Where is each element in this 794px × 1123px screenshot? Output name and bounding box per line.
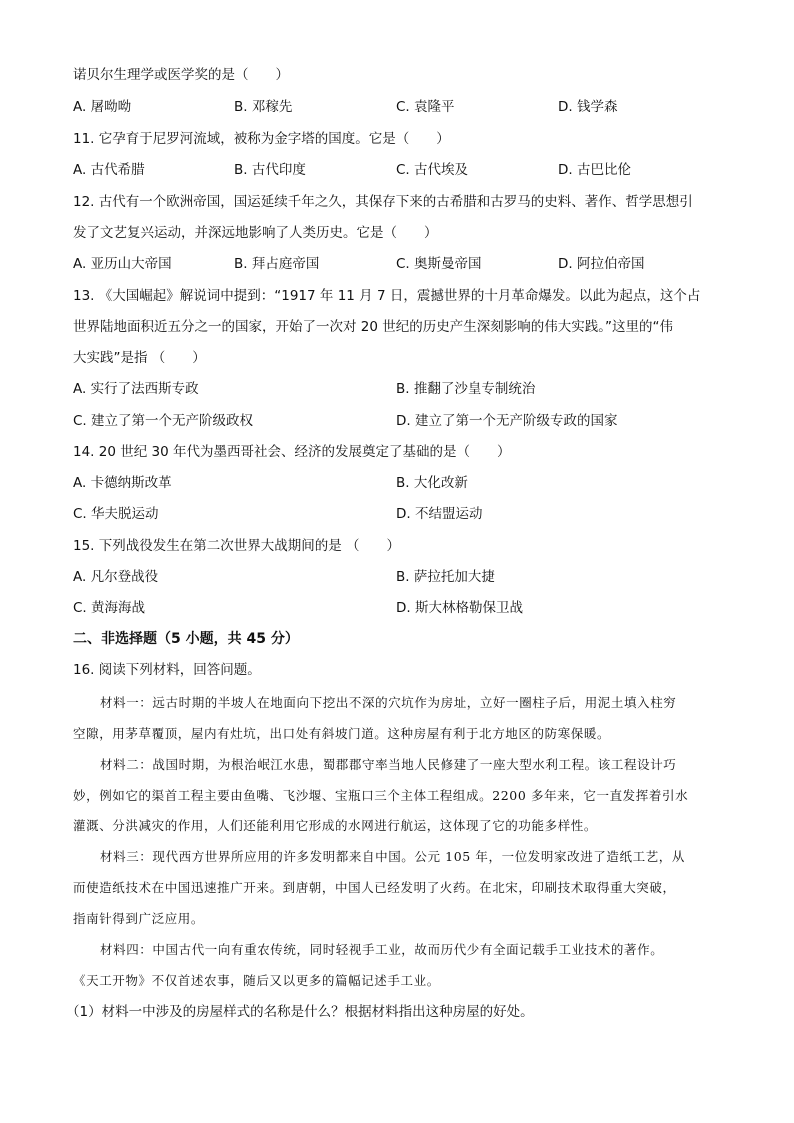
q13-stem-line-1: 13. 《大国崛起》解说词中提到：“1917 年 11 月 7 日，震撼世界的十月革命爆发。以此为起点，这个占 — [73, 288, 701, 304]
q14-option-c: C. 华夫脱运动 — [73, 506, 159, 522]
q11-option-d: D. 古巴比伦 — [558, 162, 631, 178]
q16-material-1-line-2: 空隙，用茅草覆顶，屋内有灶坑，出口处有斜坡门道。这种房屋有利于北方地区的防寒保暖。 — [73, 726, 611, 741]
q13-option-b: B. 推翻了沙皇专制统治 — [396, 381, 536, 397]
q12-option-a: A. 亚历山大帝国 — [73, 256, 172, 272]
q15-stem: 15. 下列战役发生在第二次世界大战期间的是 （ ） — [73, 538, 401, 554]
q15-option-c: C. 黄海海战 — [73, 600, 146, 616]
q16-material-4-line-2: 《天工开物》不仅首述农事，随后又以更多的篇幅记述手工业。 — [73, 973, 440, 988]
q13-option-d: D. 建立了第一个无产阶级专政的国家 — [396, 413, 618, 429]
q11-option-a: A. 古代希腊 — [73, 162, 145, 178]
q16-stem: 16. 阅读下列材料，回答问题。 — [73, 662, 261, 678]
q14-option-a: A. 卡德纳斯改革 — [73, 475, 172, 491]
q16-material-3-line-2: 而使造纸技术在中国迅速推广开来。到唐朝，中国人已经发明了火药。在北宋，印刷技术取得重大突破， — [73, 880, 676, 895]
q16-material-2-line-3: 灌溉、分洪减灾的作用，人们还能利用它形成的水网进行航运，这体现了它的功能多样性。 — [73, 818, 598, 833]
q16-material-2-line-1: 材料二：战国时期，为根治岷江水患，蜀郡郡守率当地人民修建了一座大型水利工程。该工程设计巧 — [100, 757, 677, 772]
q15-option-d: D. 斯大林格勒保卫战 — [396, 600, 523, 616]
q16-material-3-line-3: 指南针得到广泛应用。 — [73, 911, 205, 926]
q16-material-3-line-1: 材料三：现代西方世界所应用的许多发明都来自中国。公元 105 年，一位发明家改进了造纸工艺，从 — [100, 849, 686, 864]
q16-material-4-line-1: 材料四：中国古代一向有重农传统，同时轻视手工业，故而历代少有全面记载手工业技术的著作。 — [100, 942, 664, 957]
q16-material-1-line-1: 材料一：远古时期的半坡人在地面向下挖出不深的穴坑作为房址，立好一圈柱子后，用泥土填入柱穷 — [100, 695, 677, 710]
q13-option-c: C. 建立了第一个无产阶级政权 — [73, 413, 254, 429]
q12-option-b: B. 拜占庭帝国 — [234, 256, 320, 272]
q14-stem: 14. 20 世纪 30 年代为墨西哥社会、经济的发展奠定了基础的是（ ） — [73, 444, 511, 460]
q12-option-c: C. 奥斯曼帝国 — [396, 256, 482, 272]
q13-stem-line-2: 世界陆地面积近五分之一的国家，开始了一次对 20 世纪的历史产生深刻影响的伟大实践。”这里的“伟 — [73, 319, 673, 335]
q11-stem: 11. 它孕育于尼罗河流域，被称为金字塔的国度。它是（ ） — [73, 131, 450, 147]
q15-option-a: A. 凡尔登战役 — [73, 569, 159, 585]
q16-subquestion-1: （1）材料一中涉及的房屋样式的名称是什么？根据材料指出这种房屋的好处。 — [66, 1004, 534, 1020]
q10-stem: 诺贝尔生理学或医学奖的是（ ） — [73, 67, 289, 83]
q14-option-d: D. 不结盟运动 — [396, 506, 483, 522]
q16-material-2-line-2: 妙，例如它的渠首工程主要由鱼嘴、飞沙堰、宝瓶口三个主体工程组成。2200 多年来，它一直发挥着引水 — [73, 788, 689, 803]
q11-option-b: B. 古代印度 — [234, 162, 306, 178]
q12-stem-line-1: 12. 古代有一个欧洲帝国，国运延续千年之久，其保存下来的古希腊和古罗马的史料、著作、哲学思想引 — [73, 194, 693, 210]
q10-option-a: A. 屠呦呦 — [73, 99, 132, 115]
q12-option-d: D. 阿拉伯帝国 — [558, 256, 645, 272]
q11-option-c: C. 古代埃及 — [396, 162, 469, 178]
q10-option-b: B. 邓稼先 — [234, 99, 293, 115]
q14-option-b: B. 大化改新 — [396, 475, 468, 491]
section-2-title: 二、非选择题（5 小题，共 45 分） — [73, 631, 299, 647]
q10-option-c: C. 袁隆平 — [396, 99, 455, 115]
q13-stem-line-3: 大实践”是指 （ ） — [73, 350, 206, 366]
q12-stem-line-2: 发了文艺复兴运动，并深远地影响了人类历史。它是（ ） — [73, 225, 438, 241]
q13-option-a: A. 实行了法西斯专政 — [73, 381, 199, 397]
q15-option-b: B. 萨拉托加大捷 — [396, 569, 495, 585]
q10-option-d: D. 钱学森 — [558, 99, 618, 115]
